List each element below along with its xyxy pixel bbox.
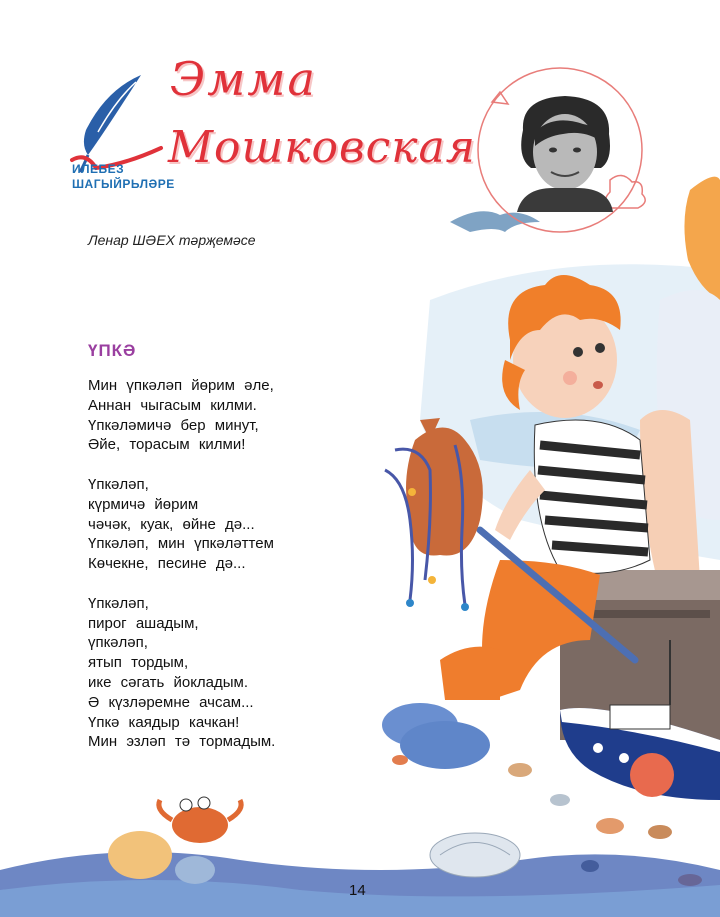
stanza-gap — [88, 574, 358, 594]
poem-line: Үпкә каядыр качкан! — [88, 713, 240, 731]
translator-credit: Ленар ШӘЕХ тәрҗемәсе — [88, 232, 256, 248]
poem-line: Көчекне, песине дә... — [88, 555, 246, 573]
poem-line: Әйе, торасым килми! — [88, 436, 246, 454]
poem-line: ятып тордым, — [88, 654, 189, 672]
poem-line: Үпкәләп, — [88, 594, 149, 612]
poem-line: Үпкәләп, — [88, 475, 149, 493]
poem-line: Аннан чыгасым килми. — [88, 396, 257, 414]
poem-line: ике сәгать йокладым. — [88, 673, 249, 691]
poem-line: Үпкәләмичә бер минут, — [88, 416, 259, 434]
poem-line: пирог ашадым, — [88, 614, 199, 632]
poem-line: чәчәк, куак, өйне дә... — [88, 515, 255, 533]
poem-line: күрмичә йөрим — [88, 495, 199, 513]
page-number: 14 — [349, 882, 366, 899]
poem-line: Мин эзләп тә тормадым. — [88, 733, 276, 751]
poem-text — [88, 376, 358, 752]
stanza — [88, 475, 358, 574]
poem-line: Ә күзләремне ачсам... — [88, 693, 254, 711]
poem-line: Үпкәләп, мин үпкәләттем — [88, 535, 274, 553]
author-portrait — [513, 90, 617, 212]
author-first-name: Эмма — [170, 52, 317, 106]
author-last-name: Мошковская — [168, 122, 476, 173]
series-name-line1: ИЛЕБЕЗ — [72, 162, 125, 176]
poem-line: Мин үпкәләп йөрим әле, — [88, 377, 274, 394]
poem-line: үпкәләп, — [88, 634, 148, 652]
stanza — [88, 594, 358, 752]
stanza-gap — [88, 455, 358, 475]
poem-title: ҮПКӘ — [88, 341, 137, 360]
stanza — [88, 376, 358, 455]
series-name-line2: ШАГЫЙРЬЛӘРЕ — [72, 177, 175, 191]
